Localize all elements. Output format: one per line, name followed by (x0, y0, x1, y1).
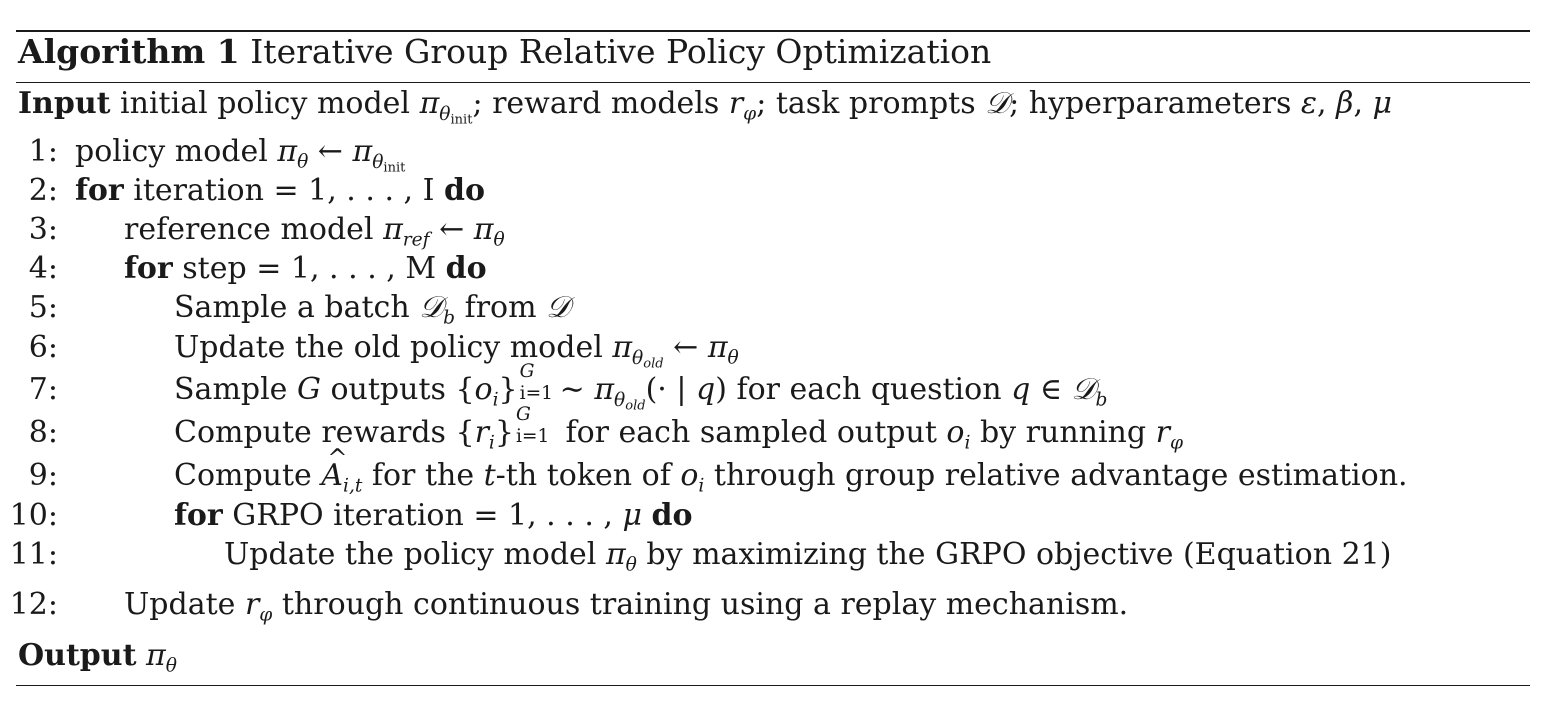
input-line: Input initial policy model $\pi_{\theta init}$; reward models $r_\varphi$; task prompts 𝒟; hyperparameters ε, β, μ (18, 86, 1393, 127)
line-number: 12: (9, 587, 58, 622)
line-number: 4: (28, 251, 58, 286)
line-text: for step = 1, . . . , M do (124, 251, 487, 286)
bottom-rule (16, 685, 1530, 686)
algorithm-line-4 (0, 249, 1560, 289)
algorithm-title: Iterative Group Relative Policy Optimization (250, 32, 992, 71)
output-line: Output $\pi_\theta$ (18, 638, 177, 677)
line-text: Update the policy model $\pi_\theta$ by maximizing the GRPO objective (Equation 21) (224, 537, 1392, 576)
algorithm-line-7 (0, 360, 1560, 413)
algorithm-line-11 (0, 535, 1560, 575)
line-number: 5: (28, 290, 58, 325)
algorithm-line-12 (0, 585, 1560, 625)
line-text: policy model $\pi_\theta$ ← $\pi_{\theta init}$ (75, 134, 406, 175)
line-text: reference model $\pi_{ref}$ ← $\pi_\theta$ (124, 212, 505, 251)
algorithm-caption (0, 32, 1560, 72)
algorithm-line-6 (0, 328, 1560, 371)
line-text: Update the old policy model $\pi_{\theta old}$ ← $\pi_\theta$ (174, 330, 739, 371)
line-number: 3: (28, 212, 58, 247)
line-text: Compute rewards $\{r_i\}$ G i=1 for each sampled output $o_i$ by running $r_\varphi$ (174, 403, 1183, 454)
caption-rule (16, 82, 1530, 83)
algorithm-line-2 (0, 171, 1560, 211)
algorithm-label: Algorithm 1 (18, 32, 240, 71)
algorithm-line-9 (0, 456, 1560, 496)
line-text: Update $r_\varphi$ through continuous training using a replay mechanism. (124, 587, 1129, 626)
line-text: for GRPO iteration = 1, . . . , μ do (174, 498, 693, 533)
output-keyword: Output (18, 638, 137, 673)
line-text: Compute ^ $A_{i,t}$ for the t-th token of $o_i$ through group relative advantage estimation. (174, 456, 1408, 496)
input-keyword: Input (18, 86, 111, 121)
line-number: 10: (9, 498, 58, 533)
line-number: 11: (9, 537, 58, 572)
line-number: 1: (28, 134, 58, 169)
algorithm-line-3 (0, 210, 1560, 250)
line-text: Sample a batch 𝒟$_b$ from 𝒟 (174, 290, 571, 329)
line-text: for iteration = 1, . . . , I do (75, 173, 485, 208)
line-number: 7: (28, 372, 58, 407)
algorithm-line-1 (0, 132, 1560, 175)
line-number: 9: (28, 458, 58, 493)
algorithm-line-5 (0, 288, 1560, 328)
line-text: Sample G outputs $\{o_i\}$ G i=1 ∼ $\pi_{\theta old}(\cdot$ | q) for each question q ∈ 𝒟$_b$ (174, 360, 1108, 413)
line-number: 8: (28, 415, 58, 450)
algorithm-line-8 (0, 403, 1560, 454)
algorithm-line-10 (0, 496, 1560, 536)
line-number: 2: (28, 173, 58, 208)
line-number: 6: (28, 330, 58, 365)
